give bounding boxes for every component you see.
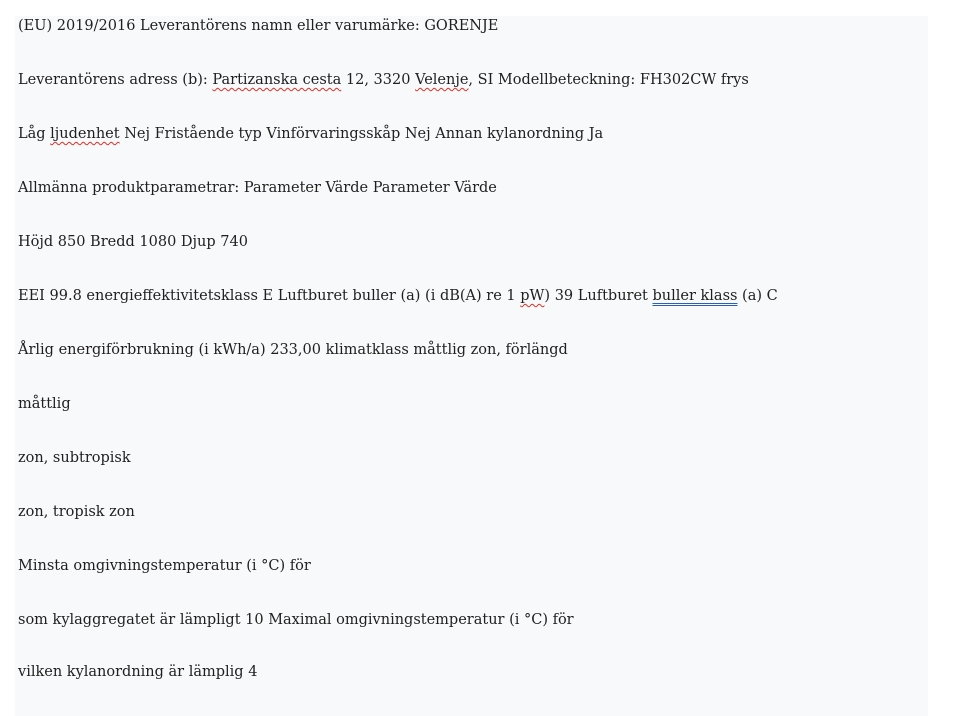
document-page [15, 16, 928, 716]
text-run: 12, 3320 [341, 72, 416, 88]
text-run: Leverantörens adress (b): [18, 72, 213, 88]
text-run: , SI Modellbeteckning: FH302CW frys [468, 72, 749, 88]
grammar-flagged-phrase[interactable]: buller klass [652, 288, 738, 304]
text-run: EEI 99.8 energieffektivitetsklass E Luftburet buller (a) (i dB(A) re 1 [18, 288, 521, 304]
text-line [18, 178, 497, 198]
text-run: vilken kylanordning är lämplig 4 [18, 664, 258, 680]
text-run: (a) C [737, 288, 778, 304]
text-run: Nej Fristående typ Vinförvaringsskåp Nej Annan kylanordning Ja [119, 126, 604, 142]
text-run: Låg [18, 126, 51, 142]
text-run: Minsta omgivningstemperatur (i °C) för [18, 558, 311, 574]
text-line [18, 232, 248, 252]
text-run: zon, subtropisk [18, 450, 131, 466]
text-run: Höjd 850 Bredd 1080 Djup 740 [18, 234, 248, 250]
text-run: måttlig [18, 396, 71, 412]
text-line [18, 70, 749, 90]
text-run: zon, tropisk zon [18, 504, 135, 520]
text-line [18, 662, 257, 682]
text-run: (EU) 2019/2016 Leverantörens namn eller varumärke: GORENJE [18, 18, 499, 34]
text-run: Årlig energiförbrukning (i kWh/a) 233,00 klimatklass måttlig zon, förlängd [18, 342, 568, 358]
text-line [18, 16, 498, 36]
text-line [18, 556, 311, 576]
text-line [18, 124, 603, 144]
text-line [18, 448, 131, 468]
text-line [18, 394, 71, 414]
text-line [18, 340, 568, 360]
misspelled-word[interactable]: ljudenhet [50, 126, 120, 142]
misspelled-word[interactable]: Partizanska cesta [212, 72, 342, 88]
text-line [18, 610, 574, 630]
text-run: ) 39 Luftburet [544, 288, 653, 304]
text-run: som kylaggregatet är lämpligt 10 Maximal omgivningstemperatur (i °C) för [18, 612, 574, 628]
text-line [18, 286, 778, 306]
text-run: Allmänna produktparametrar: Parameter Värde Parameter Värde [18, 180, 497, 196]
text-line [18, 502, 135, 522]
misspelled-word[interactable]: pW [520, 288, 545, 304]
misspelled-word[interactable]: Velenje [415, 72, 469, 88]
